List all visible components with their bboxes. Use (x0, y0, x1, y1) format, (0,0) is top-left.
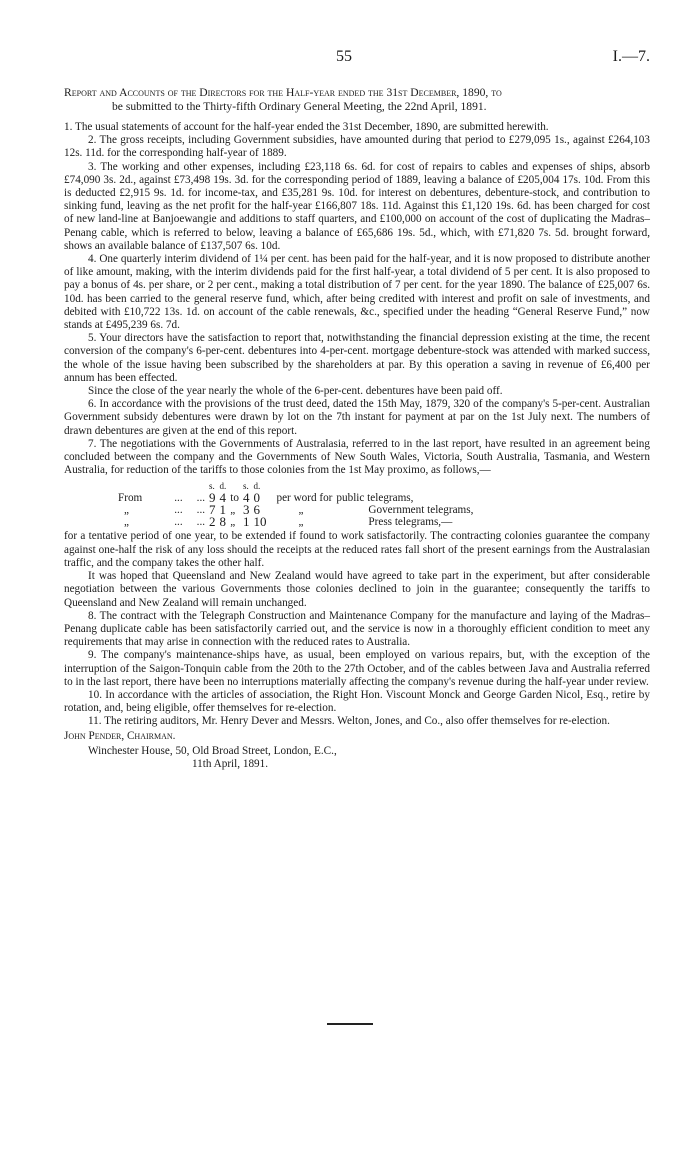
tariff-row (116, 516, 475, 528)
tariff-from-pence: 8 (219, 514, 227, 530)
leader-dots: ... (196, 516, 206, 529)
unit-d: d. (253, 481, 261, 492)
tariff-prefix: per word for (276, 492, 333, 505)
tariff-to-shillings: 3 (242, 502, 250, 518)
leader-dots: ... (174, 516, 183, 529)
paragraph-9: 9. The company's maintenance-ships have, as usual, been employed on various repairs, but, with the exception of the interruption of the Saigon-Tonquin cable from the 20th to the 27th October, and of the cables between Java and Australia referred to in the last report, there have been no interruptions materially affecting the company's revenue during the half-year under review. (64, 649, 650, 688)
tariff-label: „ (124, 504, 129, 517)
closing-rule (327, 1023, 373, 1025)
unit-s: s. (209, 481, 215, 492)
paragraph-5b: Since the close of the year nearly the whole of the 6-per-cent. debentures have been paid off. (88, 385, 503, 398)
unit-d: d. (219, 481, 227, 492)
paragraph-3: 3. The working and other expenses, including £23,118 6s. 6d. for cost of repairs to cables and expenses of ships, absorb £74,090 3s. 2d., against £73,498 19s. 3d. for the corresponding period of 1889, leaving a balance of £205,004 17s. 10d. From this is deducted £2,915 9s. 1d. for income-tax, and £35,281 9s. 10d. for interest on debentures, debenture-stock, and contribution to sinking fund, leaving as the net profit for the half-year £166,807 18s. 11d. Against this £1,120 19s. 6d. has been charged for cost of new land-line at Banjoewangie and additions to staff quarters, and £100,000 on account of the cost of duplicating the Madras–Penang cable, which is referred to below, leaving a balance of £65,686 19s. 5d., which, with £71,820 7s. 5d. brought forward, shows an available balance of £137,507 6s. 10d. (64, 160, 650, 252)
tariff-row (116, 492, 475, 504)
tariff-to-pence: 10 (253, 514, 267, 530)
paragraph-4: 4. One quarterly interim dividend of 1¼ per cent. has been paid for the half-year, and it is now proposed to distribute another of like amount, making, with the interim dividends paid for the first half-year, a total dividend of 5 per cent. It is also proposed to pay a bonus of 4s. per share, or 2 per cent., making a total distribution of 7 per cent. for the year 1890. The balance of £25,007 6s. 10d. has been carried to the general reserve fund, which, after being credited with interest and profit on sale of investments, and debited with £10,722 13s. 1d. on account of the cable renewals, &c., specified under the heading “General Reserve Fund,” now stands at £495,239 6s. 7d. (64, 253, 650, 332)
address-date: 11th April, 1891. (192, 757, 269, 770)
tariff-to-shillings: 1 (242, 514, 250, 530)
chairman-signature: John Pender, Chairman. (64, 729, 176, 742)
tariff-description: Government telegrams, (368, 504, 474, 517)
paragraph-7b: for a tentative period of one year, to be extended if found to work satisfactorily. The contracting colonies guarantee the company against one-half the risk of any loss should the receipts at the reduced rates fall short of the present earnings from the Australasian traffic, and the company takes the other half. (64, 530, 650, 569)
tariff-prefix: „ (298, 516, 304, 529)
paragraph-10: 10. In accordance with the articles of association, the Right Hon. Viscount Monck and George Garden Nicol, Esq., retire by rotation, and, being eligible, offer themselves for re-election. (64, 688, 650, 715)
tariff-description: public telegrams, (336, 492, 414, 505)
leader-dots: ... (174, 492, 183, 505)
report-title-line1: Report and Accounts of the Directors for the Half-year ended the 31st December, 1890, to (64, 86, 502, 99)
unit-s: s. (242, 481, 249, 492)
paragraph-7: 7. The negotiations with the Governments of Australasia, referred to in the last report, have resulted in an agreement being concluded between the company and the Governments of New South Wales, Victoria, South Australia, Tasmania, and Western Australia, for reduction of the tariffs to those colonies from the 1st May proximo, as follows,— (64, 437, 650, 477)
leader-dots: ... (196, 504, 206, 517)
tariff-label: From (118, 492, 143, 505)
tariff-separator: „ (230, 504, 236, 517)
paragraph-6: 6. In accordance with the provisions of the trust deed, dated the 15th May, 1879, 320 of the company's 5-per-cent. Australian Government subsidy debentures were drawn by lot on the 7th instant for payment at par on the 1st July next. The numbers of drawn debentures are given at the end of this report. (64, 398, 650, 437)
paragraph-7c: It was hoped that Queensland and New Zealand would have agreed to take part in the experiment, but after considerable negotiation between the various Governments those colonies declined to join in the guarantee; consequently the tariffs to Queensland and New Zealand will remain unchanged. (64, 570, 650, 609)
page-reference: I.—7. (612, 48, 650, 65)
paragraph-5: 5. Your directors have the satisfaction to report that, notwithstanding the financial depression existing at the time, the recent conversion of the company's 6-per-cent. debentures into 4-per-cent. mortgage debenture-stock was attended with marked success, the whole of the issue having been subscribed by the shareholders at par. By this operation a saving in revenue of £6,400 per annum has been effected. (64, 332, 650, 384)
tariff-to-shillings: 4 (242, 490, 250, 506)
report-body (64, 121, 650, 771)
tariff-separator: to (230, 492, 239, 505)
leader-dots: ... (196, 492, 206, 505)
tariff-from-pence: 4 (219, 490, 227, 506)
tariff-from-shillings: 7 (209, 502, 216, 518)
tariff-from-shillings: 9 (209, 490, 216, 506)
paragraph-8: 8. The contract with the Telegraph Construction and Maintenance Company for the manufacture and laying of the Madras–Penang duplicate cable has been satisfactorily carried out, and the service is now in a thoroughly efficient condition to meet any requirements that may arise in connection with the reduced rates to Australia. (64, 609, 650, 649)
tariff-units-row (116, 480, 475, 492)
address-line-1: Winchester House, 50, Old Broad Street, London, E.C., (88, 744, 337, 757)
tariff-prefix: „ (298, 504, 304, 517)
tariff-label: „ (124, 516, 129, 529)
paragraph-2: 2. The gross receipts, including Government subsidies, have amounted during that period to £279,095 1s., against £264,103 12s. 11d. for the corresponding half-year of 1889. (64, 134, 650, 160)
tariff-from-shillings: 2 (209, 514, 216, 530)
tariff-table (116, 480, 475, 528)
paragraph-1: 1. The usual statements of account for the half-year ended the 31st December, 1890, are submitted herewith. (64, 121, 549, 133)
tariff-to-pence: 0 (253, 490, 260, 506)
tariff-separator: „ (230, 516, 236, 529)
page-number: 55 (336, 48, 352, 65)
tariff-from-pence: 1 (219, 502, 227, 518)
tariff-row (116, 504, 475, 516)
paragraph-11: 11. The retiring auditors, Mr. Henry Dever and Messrs. Welton, Jones, and Co., also offer themselves for re-election. (88, 715, 610, 728)
tariff-description: Press telegrams,— (368, 516, 453, 529)
leader-dots: ... (174, 504, 183, 517)
report-title-line2: be submitted to the Thirty-fifth Ordinary General Meeting, the 22nd April, 1891. (112, 99, 487, 113)
tariff-to-pence: 6 (253, 502, 260, 518)
report-title (64, 86, 650, 113)
